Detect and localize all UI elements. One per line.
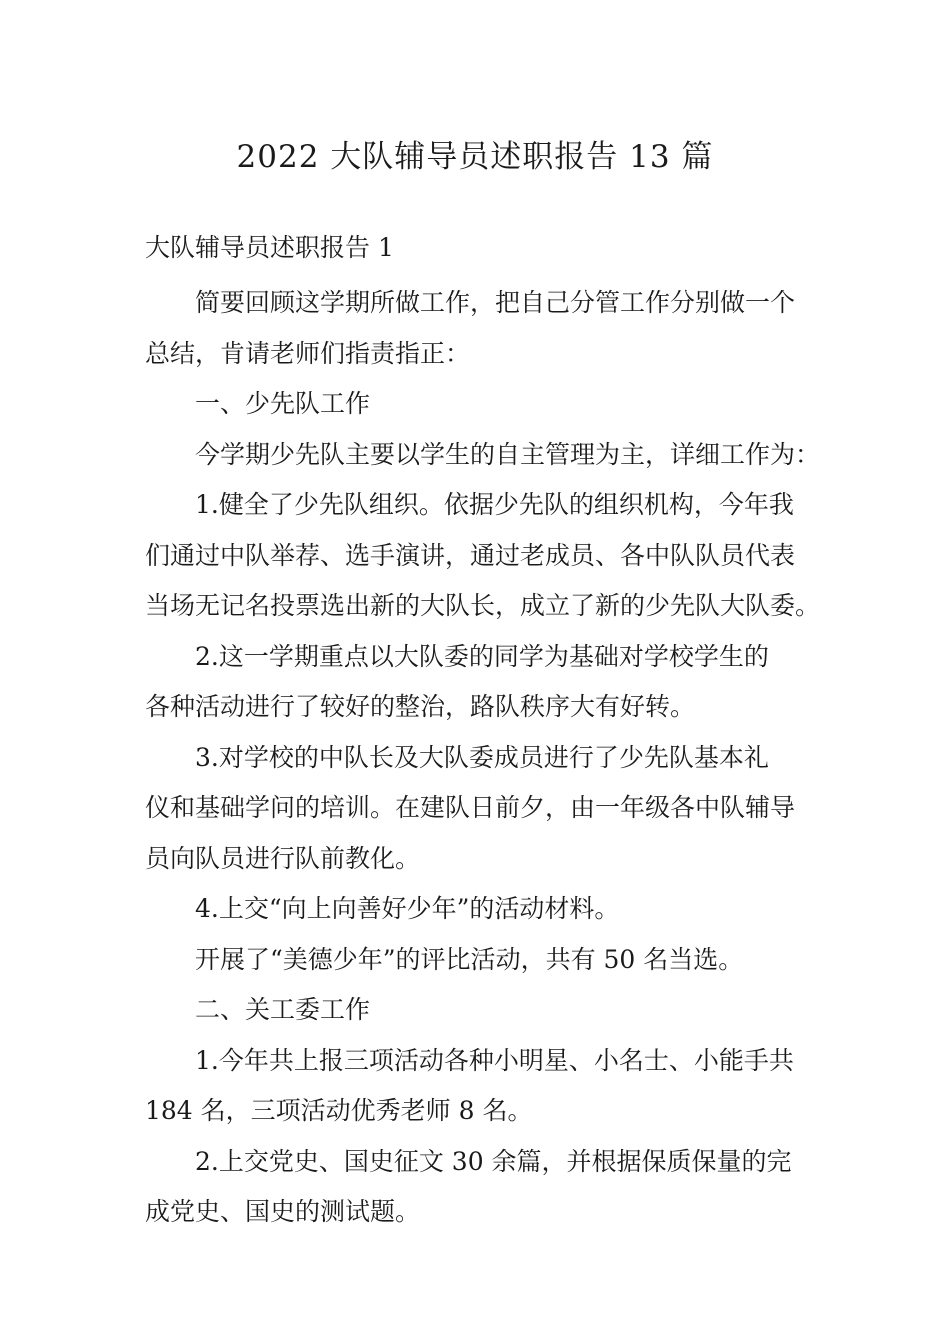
paragraph-line: 3.对学校的中队长及大队委成员进行了少先队基本礼 <box>195 742 769 772</box>
paragraph <box>145 379 835 430</box>
paragraph <box>145 985 835 1036</box>
paragraph-line: 2.上交党史、国史征文 30 余篇，并根据保质保量的完 <box>195 1146 792 1176</box>
paragraph <box>145 1036 835 1137</box>
paragraph-line: 4.上交“向上向善好少年”的活动材料。 <box>195 894 620 923</box>
paragraph <box>145 1137 835 1238</box>
paragraph-line: 1.健全了少先队组织。依据少先队的组织机构，今年我 <box>195 490 794 519</box>
paragraph-line: 1.今年共上报三项活动各种小明星、小名士、小能手共 <box>195 1045 794 1075</box>
paragraph <box>145 278 835 379</box>
paragraph-line: 简要回顾这学期所做工作，把自己分管工作分别做一个 <box>195 288 796 317</box>
section-heading: 大队辅导员述职报告 1 <box>145 233 394 262</box>
paragraph-line: 开展了“美德少年”的评比活动，共有 50 名当选。 <box>195 944 744 974</box>
paragraph <box>145 430 835 481</box>
paragraph-line: 今学期少先队主要以学生的自主管理为主，详细工作为： <box>195 439 821 469</box>
paragraph-line: 一、少先队工作 <box>195 389 371 418</box>
paragraph-line: 成党史、国史的测试题。 <box>145 1197 421 1226</box>
paragraph <box>145 480 835 632</box>
paragraph <box>145 935 835 986</box>
paragraph <box>145 884 835 935</box>
document-body <box>145 278 835 1238</box>
document-title: 2022 大队辅导员述职报告 13 篇 <box>236 139 714 175</box>
paragraph <box>145 733 835 885</box>
paragraph-line: 仪和基础学问的培训。在建队日前夕，由一年级各中队辅导 <box>145 793 796 822</box>
paragraph-line: 184 名，三项活动优秀老师 8 名。 <box>145 1096 533 1125</box>
paragraph-line: 2.这一学期重点以大队委的同学为基础对学校学生的 <box>195 641 769 671</box>
paragraph-line: 总结，肯请老师们指责指正： <box>145 338 471 368</box>
paragraph <box>145 632 835 733</box>
paragraph-line: 当场无记名投票选出新的大队长，成立了新的少先队大队委。 <box>145 591 821 620</box>
paragraph-line: 二、关工委工作 <box>195 995 371 1024</box>
paragraph-line: 员向队员进行队前教化。 <box>145 843 421 873</box>
paragraph-line: 们通过中队举荐、选手演讲，通过老成员、各中队队员代表 <box>145 540 796 570</box>
paragraph-line: 各种活动进行了较好的整治，路队秩序大有好转。 <box>145 692 696 721</box>
